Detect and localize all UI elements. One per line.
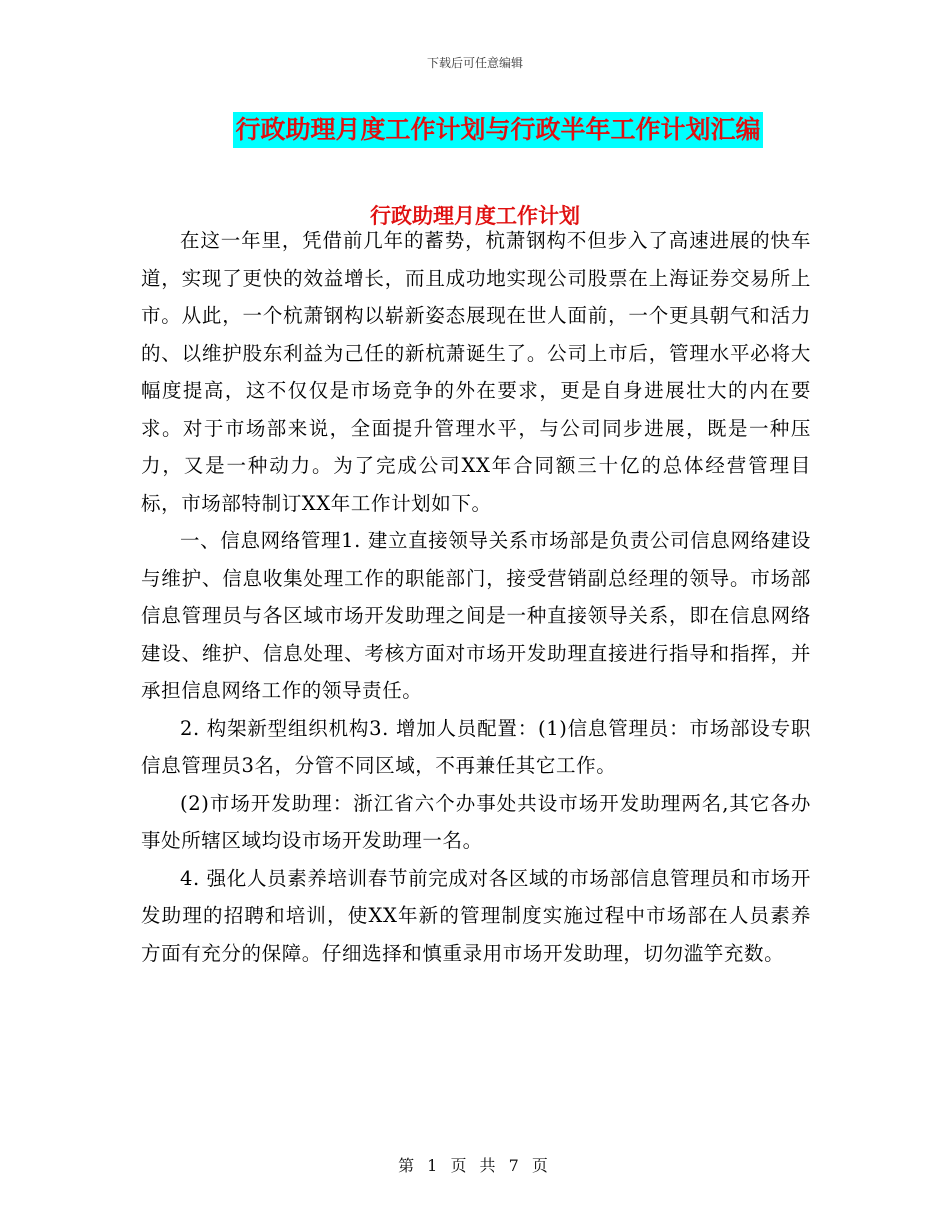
main-title-wrapper — [0, 112, 950, 148]
paragraph-intro: 在这一年里，凭借前几年的蓄势，杭萧钢构不但步入了高速进展的快车道，实现了更快的效益增长，而且成功地实现公司股票在上海证券交易所上市。从此，一个杭萧钢构以崭新姿态展现在世人面前，一个更具朝气和活力的、以维护股东利益为己任的新杭萧诞生了。公司上市后，管理水平必将大幅度提高，这不仅仅是市场竞争的外在要求，更是自身进展壮大的内在要求。对于市场部来说，全面提升管理水平，与公司同步进展，既是一种压力，又是一种动力。为了完成公司XX年合同额三十亿的总体经营管理目标，市场部特制订XX年工作计划如下。 — [141, 229, 811, 515]
section-title: 行政助理月度工作计划 — [370, 204, 580, 228]
paragraph-info-network: 一、信息网络管理1. 建立直接领导关系市场部是负责公司信息网络建设与维护、信息收集处理工作的职能部门，接受营销副总经理的领导。市场部信息管理员与各区域市场开发助理之间是一种直接领导关系，即在信息网络建设、维护、信息处理、考核方面对市场开发助理直接进行指导和指挥，并承担信息网络工作的领导责任。 — [141, 529, 811, 702]
paragraph-market-assistant: (2)市场开发助理：浙江省六个办事处共设市场开发助理两名,其它各办事处所辖区域均设市场开发助理一名。 — [141, 791, 811, 852]
document-body — [141, 222, 811, 972]
paragraph-org-structure: 2. 构架新型组织机构3. 增加人员配置：(1)信息管理员：市场部设专职信息管理员3名，分管不同区域，不再兼任其它工作。 — [141, 716, 811, 777]
main-title: 行政助理月度工作计划与行政半年工作计划汇编 — [233, 112, 762, 148]
header-note: 下载后可任意编辑 — [426, 56, 523, 70]
paragraph-training: 4. 强化人员素养培训春节前完成对各区域的市场部信息管理员和市场开发助理的招聘和培训，使XX年新的管理制度实施过程中市场部在人员素养方面有充分的保障。仔细选择和慎重录用市场开发助理，切勿滥竽充数。 — [141, 866, 811, 965]
page-number-footer: 第 1 页 共 7 页 — [398, 1156, 552, 1175]
